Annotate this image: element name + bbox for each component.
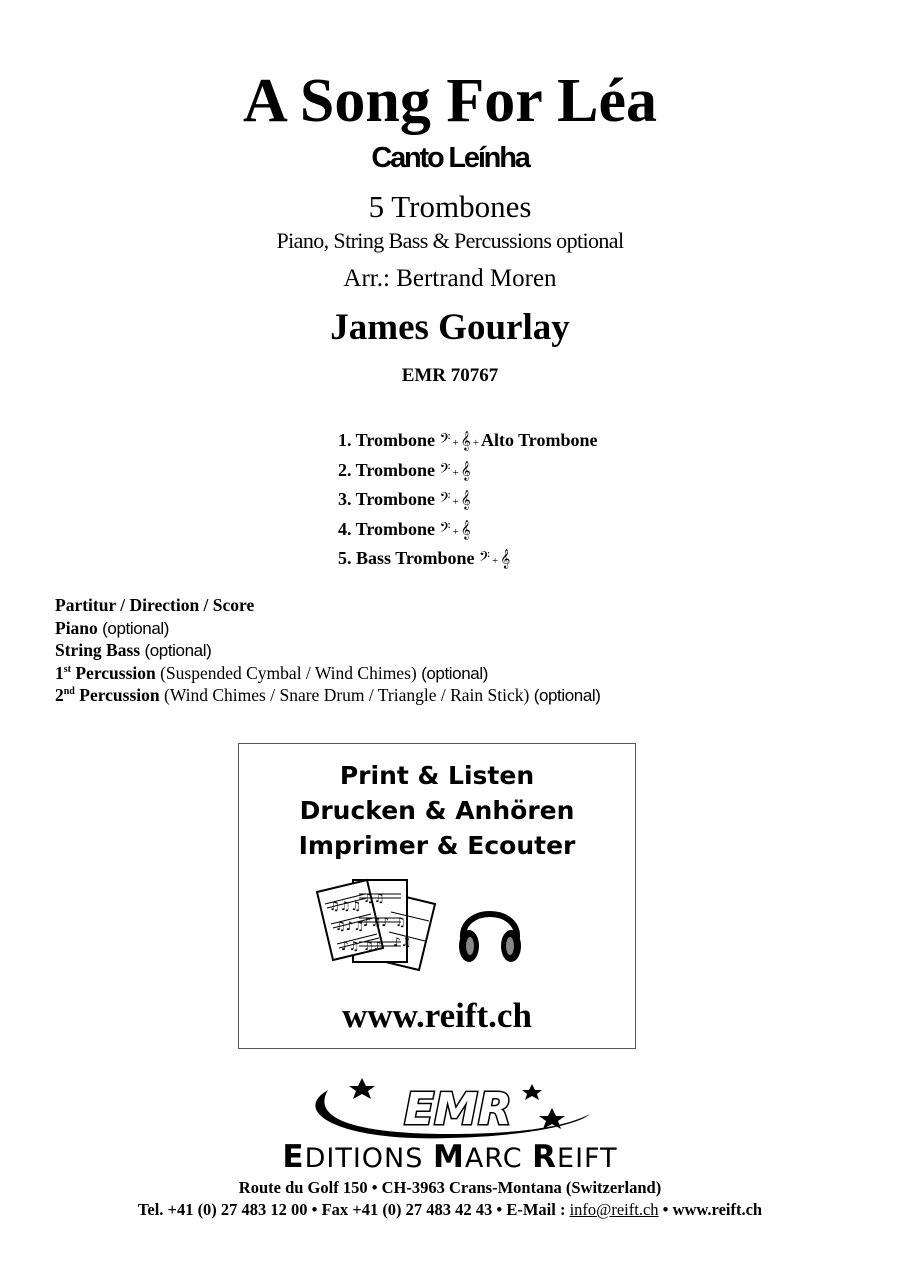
publisher-word-3: EIFT: [557, 1143, 618, 1174]
promo-line-german: Drucken & Anhören: [299, 796, 575, 825]
part-label: 2. Trombone: [338, 459, 436, 480]
svg-text:♫♫: ♫♫: [363, 891, 385, 905]
svg-text:♫♪♫: ♫♪♫: [335, 919, 365, 933]
contact-separator: •: [658, 1200, 673, 1219]
website-text: www.reift.ch: [672, 1200, 763, 1219]
print-listen-box: [238, 743, 636, 1049]
emr-logo: [300, 1072, 600, 1144]
arranger: Arr.: Bertrand Moren: [343, 265, 557, 292]
composer: James Gourlay: [330, 307, 570, 348]
plus-sign: +: [472, 437, 479, 449]
percussion-1-number: 1: [55, 662, 64, 683]
publisher-word-2: ARC: [464, 1143, 533, 1174]
part-item: [338, 545, 597, 575]
svg-text:♫: ♫: [395, 915, 406, 929]
percussion-1-ordinal: st: [63, 663, 71, 675]
email-link[interactable]: info@reift.ch: [569, 1200, 659, 1219]
part-label: 4. Trombone: [338, 518, 436, 539]
bass-clef-icon: 𝄢: [439, 431, 451, 451]
percussion-1-label: Percussion: [75, 662, 156, 683]
part-item: [338, 486, 597, 516]
plus-sign: +: [452, 466, 459, 479]
string-bass-label: String Bass: [55, 640, 141, 660]
bass-clef-icon: 𝄢: [479, 549, 490, 569]
percussion-2-instruments: (Wind Chimes / Snare Drum / Triangle / Rain Stick): [164, 685, 530, 705]
svg-text:♪♫: ♪♫: [393, 935, 412, 949]
publisher-address: Route du Golf 150 • CH-3963 Crans-Montana (Switzerland): [238, 1178, 662, 1197]
optional-note: (optional): [421, 663, 488, 683]
treble-clef-icon: 𝄞: [500, 549, 511, 569]
treble-clef-icon: 𝄞: [460, 431, 471, 451]
svg-text:♫♫♫: ♫♫♫: [329, 899, 362, 913]
bass-clef-icon: 𝄢: [439, 460, 451, 481]
percussion-2-row: [55, 684, 601, 707]
sheet-music-icon: [315, 874, 441, 976]
part-label: 1. Trombone: [338, 430, 436, 450]
treble-clef-icon: 𝄞: [460, 519, 471, 540]
emr-logo-text: EMR: [404, 1084, 512, 1135]
percussion-1-instruments: (Suspended Cymbal / Wind Chimes): [160, 662, 417, 683]
plus-sign: +: [452, 437, 459, 449]
treble-clef-icon: 𝄞: [460, 490, 471, 510]
headphones-icon: [455, 894, 525, 966]
percussion-2-label: Percussion: [79, 685, 160, 705]
publisher-word-1: DITIONS: [304, 1143, 433, 1174]
piano-row: [55, 617, 601, 640]
score-label: Partitur / Direction / Score: [55, 595, 255, 615]
part-item: [338, 427, 597, 457]
contact-phone-fax: Tel. +41 (0) 27 483 12 00 • Fax +41 (0) 27 483 42 43 • E-Mail :: [137, 1200, 570, 1219]
optional-note: (optional): [533, 686, 601, 705]
optional-note: (optional): [144, 641, 212, 660]
percussion-1-row: [55, 662, 601, 685]
part-label: 5. Bass Trombone: [338, 548, 475, 568]
score-contents: [55, 594, 601, 707]
percussion-2-number: 2: [55, 685, 64, 705]
instrumentation-optional: Piano, String Bass & Percussions optional: [276, 228, 624, 253]
part-label: 3. Trombone: [338, 489, 436, 509]
parts-list: [338, 427, 597, 575]
optional-note: (optional): [102, 618, 170, 638]
publisher-name: [0, 1141, 900, 1175]
instrumentation: 5 Trombones: [368, 189, 532, 224]
catalog-number: EMR 70767: [401, 365, 499, 386]
plus-sign: +: [491, 555, 499, 567]
bass-clef-icon: 𝄢: [439, 490, 451, 510]
page-title: A Song For Léa: [243, 67, 657, 135]
publisher-initial-e: E: [282, 1139, 305, 1175]
treble-clef-icon: 𝄞: [460, 460, 471, 481]
plus-sign: +: [452, 525, 459, 538]
score-row: [55, 594, 601, 617]
piano-label: Piano: [55, 617, 98, 638]
string-bass-row: [55, 639, 601, 662]
promo-line-french: Imprimer & Ecouter: [298, 831, 576, 860]
publisher-initial-r: R: [532, 1139, 558, 1175]
part-item: [338, 457, 597, 487]
svg-text:♫♪: ♫♪: [363, 939, 382, 953]
svg-text:♪♫♪: ♪♫♪: [363, 915, 390, 929]
promo-url: www.reift.ch: [342, 996, 532, 1035]
promo-line-english: Print & Listen: [339, 761, 535, 790]
plus-sign: +: [452, 496, 459, 508]
part-item: [338, 516, 597, 546]
publisher-contact: [0, 1199, 900, 1221]
percussion-2-ordinal: nd: [63, 686, 75, 697]
svg-text:♪♫: ♪♫: [341, 939, 360, 953]
subtitle: Canto Leínha: [371, 142, 529, 174]
publisher-initial-m: M: [432, 1139, 465, 1175]
part-extra: Alto Trombone: [480, 430, 598, 450]
bass-clef-icon: 𝄢: [439, 519, 451, 540]
